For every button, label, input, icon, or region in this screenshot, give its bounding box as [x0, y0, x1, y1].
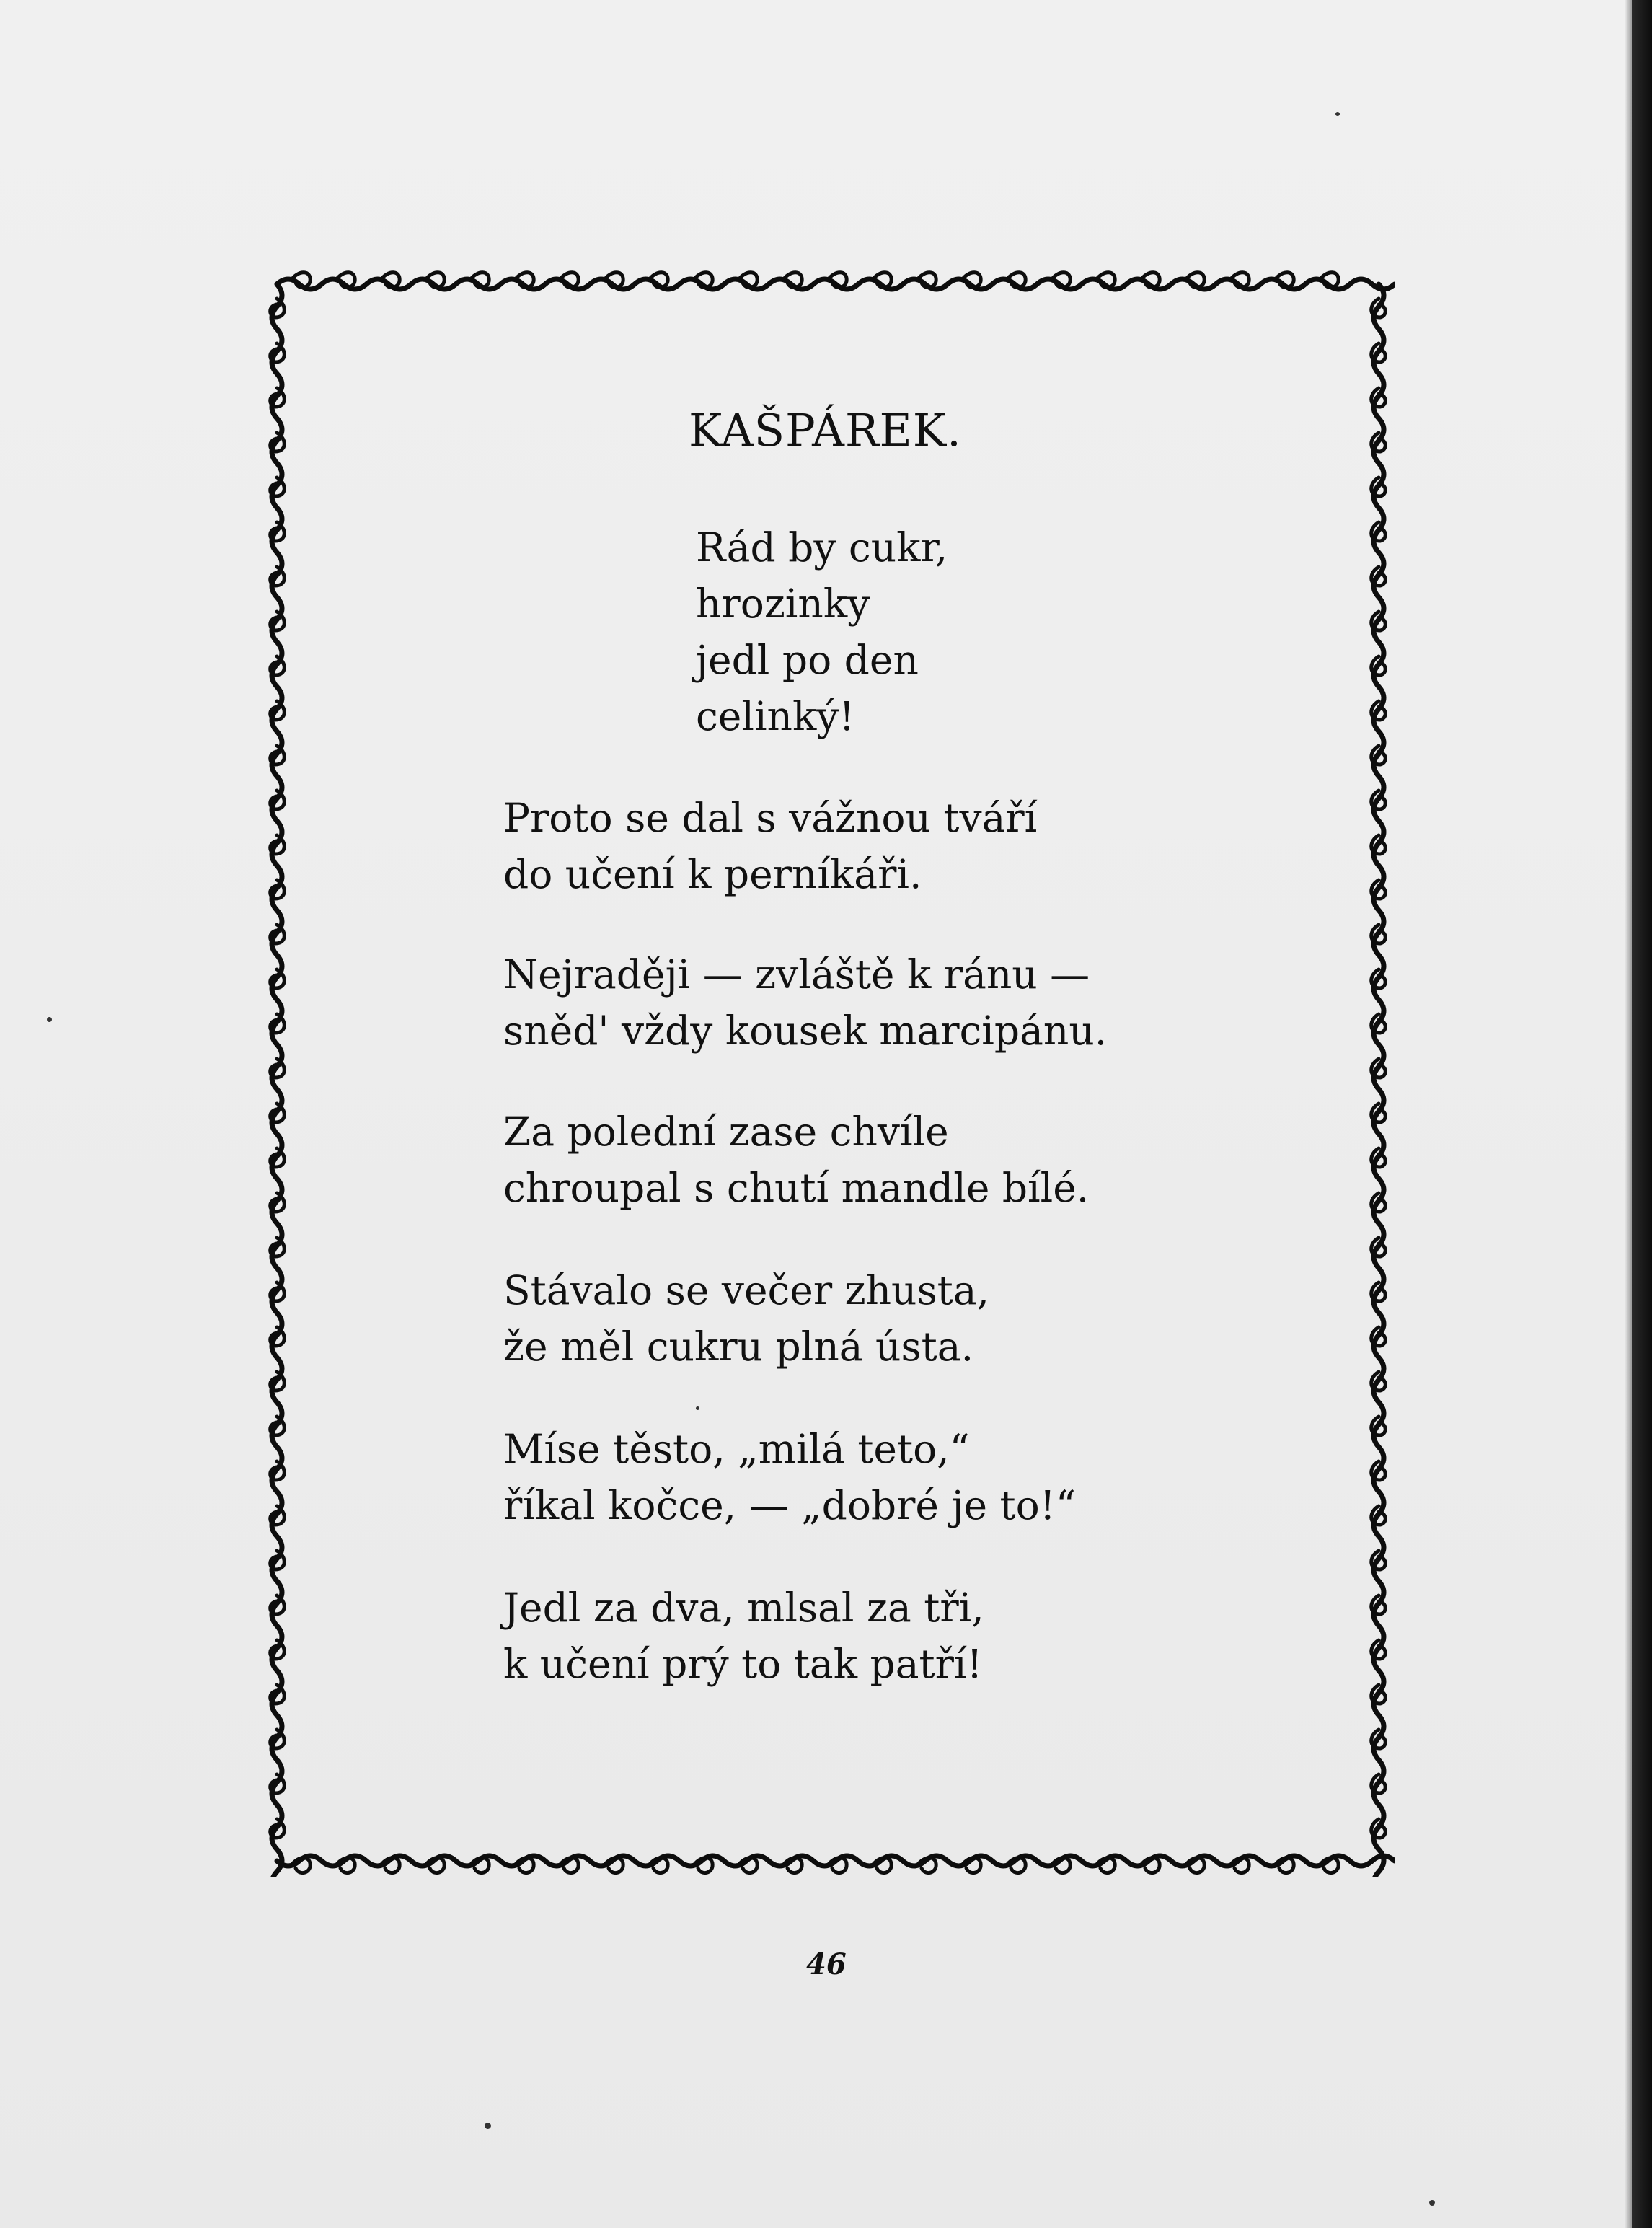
poem-line: hrozinky: [696, 581, 870, 627]
poem-line: sněd' vždy kousek marcipánu.: [503, 1008, 1108, 1054]
paper-speck: [485, 2123, 491, 2129]
poem-line: chroupal s chutí mandle bílé.: [503, 1165, 1090, 1211]
paper-speck: [1429, 2200, 1435, 2206]
paper-speck: [1335, 112, 1340, 116]
poem-line: jedl po den: [696, 637, 919, 683]
poem-line: do učení k perníkáři.: [503, 851, 922, 897]
page-number: 46: [806, 1947, 847, 1981]
stanza-1: [696, 519, 948, 744]
stanza-7: [503, 1580, 984, 1692]
poem-line: že měl cukru plná ústa.: [503, 1324, 974, 1370]
book-spine-edge: [1632, 0, 1652, 2228]
stanza-4: [503, 1104, 1089, 1216]
poem-line: Míse těsto, „milá teto,“: [503, 1426, 970, 1472]
poem-line: celinký!: [696, 693, 855, 739]
right-vine: [1371, 284, 1386, 1877]
poem-line: Rád by cukr,: [696, 524, 948, 571]
poem-line: Nejraději — zvláště k ránu —: [503, 951, 1090, 998]
poem-line: Proto se dal s vážnou tváří: [503, 795, 1038, 841]
page-shadow: [1625, 0, 1632, 2228]
stanza-5: [503, 1262, 989, 1375]
stanza-6: [503, 1421, 1076, 1533]
poem-title: KAŠPÁREK.: [689, 404, 962, 457]
stanza-2: [503, 790, 1037, 902]
poem-line: Za polední zase chvíle: [503, 1109, 949, 1155]
left-vine: [270, 284, 285, 1877]
paper-speck: [47, 1017, 52, 1022]
bottom-vine: [277, 1856, 1395, 1873]
paper-speck: [696, 1406, 699, 1410]
poem-line: Stávalo se večer zhusta,: [503, 1267, 990, 1313]
poem-line: Jedl za dva, mlsal za tři,: [503, 1585, 984, 1631]
top-vine: [277, 273, 1395, 289]
poem-line: k učení prý to tak patří!: [503, 1641, 983, 1687]
poem-line: říkal kočce, — „dobré je to!“: [503, 1482, 1076, 1528]
stanza-3: [503, 946, 1107, 1059]
